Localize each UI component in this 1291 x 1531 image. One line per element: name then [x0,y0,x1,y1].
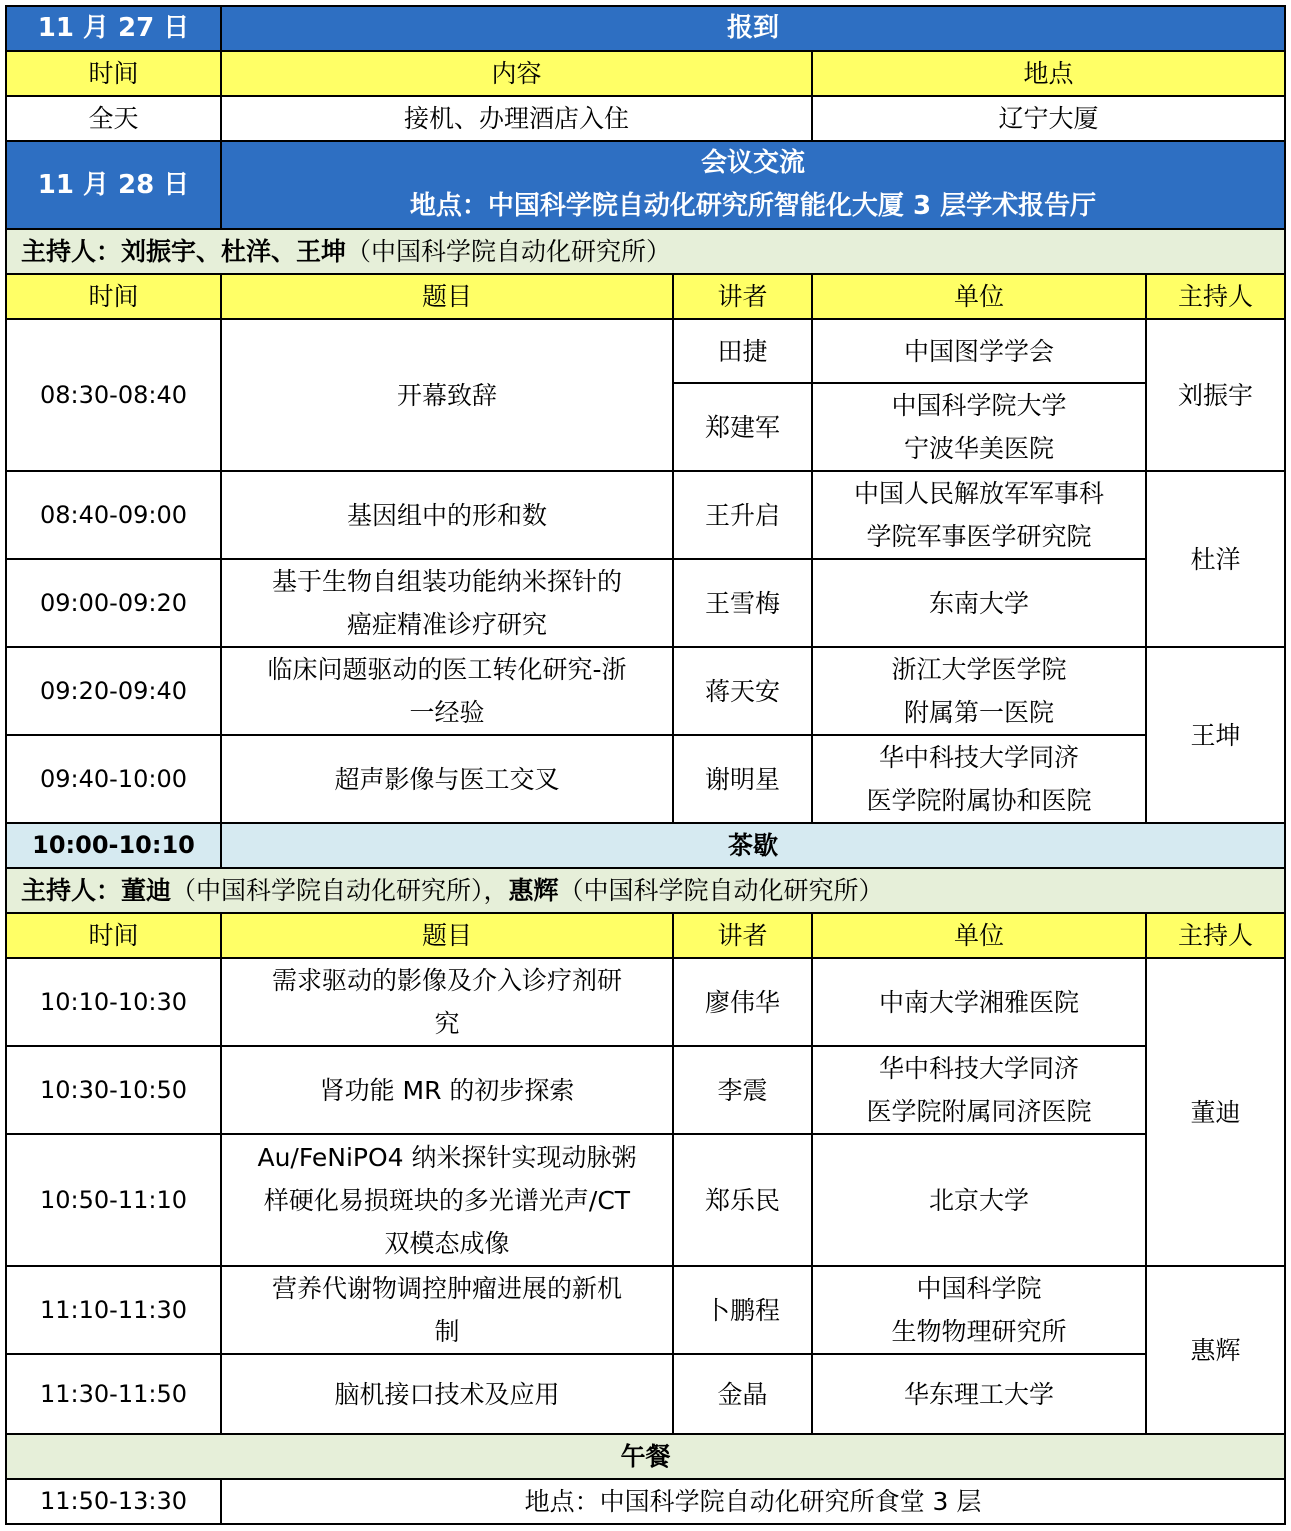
unit-line: 医学院附属同济医院 [866,1097,1092,1126]
time-cell: 08:40-09:00 [6,471,221,559]
unit-line: 华中科技大学同济 [878,1054,1079,1083]
topic-cell: 脑机接口技术及应用 [221,1354,673,1434]
day1-location: 辽宁大厦 [812,96,1285,141]
break-row [6,823,1285,868]
unit-cell [812,1266,1146,1354]
break-time: 10:00-10:10 [6,823,221,868]
header-location: 地点 [812,51,1285,96]
topic-line: 样硬化易损斑块的多光谱光声/CT [263,1185,631,1215]
topic-line: 双模态成像 [384,1228,510,1258]
day1-date: 11 月 27 日 [6,6,221,51]
session2-host-org2: （中国科学院自动化研究所） [558,876,884,905]
session1-column-headers [6,274,1285,319]
topic-cell [221,559,673,647]
topic-cell [221,1134,673,1266]
table-row [6,1354,1285,1434]
unit-line: 宁波华美医院 [903,434,1054,463]
schedule-table [5,5,1286,1525]
unit-line: 医学院附属协和医院 [866,786,1092,815]
table-row [6,958,1285,1046]
time-cell: 11:30-11:50 [6,1354,221,1434]
day1-row [6,96,1285,141]
day2-title-cell [221,141,1285,229]
topic-line: 一经验 [409,698,485,727]
time-cell: 10:50-11:10 [6,1134,221,1266]
topic-line: 究 [434,1009,460,1038]
table-row [6,1266,1285,1354]
topic-cell: 超声影像与医工交叉 [221,735,673,823]
unit-line: 附属第一医院 [903,698,1054,727]
unit-cell [812,1046,1146,1134]
host-cell: 董迪 [1146,958,1285,1266]
time-cell: 09:20-09:40 [6,647,221,735]
topic-line: 临床问题驱动的医工转化研究-浙 [267,655,627,684]
session1-host-org: （中国科学院自动化研究所） [346,237,672,266]
table-row [6,559,1285,647]
speaker-cell: 蒋天安 [673,647,812,735]
unit-cell: 华东理工大学 [812,1354,1146,1434]
session2-hosts [6,868,1285,913]
time-cell: 11:10-11:30 [6,1266,221,1354]
unit-line: 生物物理研究所 [891,1317,1067,1346]
header-content: 内容 [221,51,812,96]
day2-venue: 地点：中国科学院自动化研究所智能化大厦 3 层学术报告厅 [409,191,1097,221]
session2-host-label1: 主持人：董迪 [21,876,172,905]
time-cell: 08:30-08:40 [6,319,221,471]
topic-line: 制 [434,1317,460,1346]
speaker-cell: 郑建军 [673,383,812,471]
header-time: 时间 [6,274,221,319]
topic-line: 营养代谢物调控肿瘤进展的新机 [271,1274,622,1303]
unit-line: 中国人民解放军军事科 [853,479,1104,508]
lunch-title: 午餐 [6,1434,1285,1479]
host-cell: 刘振宇 [1146,319,1285,471]
session2-host-org1: （中国科学院自动化研究所）， [171,876,509,905]
speaker-cell: 谢明星 [673,735,812,823]
speaker-cell: 王升启 [673,471,812,559]
speaker-cell: 李震 [673,1046,812,1134]
topic-line: 基于生物自组装功能纳米探针的 [271,567,622,596]
unit-cell: 中南大学湘雅医院 [812,958,1146,1046]
day1-content: 接机、办理酒店入住 [221,96,812,141]
time-cell: 10:10-10:30 [6,958,221,1046]
day2-title: 会议交流 [701,148,806,178]
unit-cell: 东南大学 [812,559,1146,647]
session2-column-headers [6,913,1285,958]
speaker-cell: 廖伟华 [673,958,812,1046]
header-topic: 题目 [221,274,673,319]
unit-line: 中国科学院 [916,1274,1042,1303]
header-unit: 单位 [812,274,1146,319]
day2-header-row [6,141,1285,229]
speaker-cell: 田捷 [673,319,812,383]
unit-cell [812,383,1146,471]
table-row [6,471,1285,559]
topic-line: Au/FeNiPO4 纳米探针实现动脉粥 [257,1142,637,1172]
header-time: 时间 [6,51,221,96]
lunch-time: 11:50-13:30 [6,1479,221,1524]
header-topic: 题目 [221,913,673,958]
time-cell: 10:30-10:50 [6,1046,221,1134]
host-cell: 惠辉 [1146,1266,1285,1434]
break-label: 茶歇 [221,823,1285,868]
header-host: 主持人 [1146,274,1285,319]
day1-time: 全天 [6,96,221,141]
time-cell: 09:00-09:20 [6,559,221,647]
day2-date: 11 月 28 日 [6,141,221,229]
topic-cell [221,647,673,735]
day1-title: 报到 [221,6,1285,51]
unit-cell [812,735,1146,823]
unit-cell [812,647,1146,735]
topic-cell: 开幕致辞 [221,319,673,471]
topic-cell [221,958,673,1046]
header-unit: 单位 [812,913,1146,958]
unit-cell: 北京大学 [812,1134,1146,1266]
lunch-row [6,1479,1285,1524]
speaker-cell: 金晶 [673,1354,812,1434]
unit-line: 中国科学院大学 [891,391,1067,420]
unit-line: 浙江大学医学院 [891,655,1067,684]
topic-line: 癌症精准诊疗研究 [346,610,547,639]
host-cell: 王坤 [1146,647,1285,823]
session2-host-row [6,868,1285,913]
speaker-cell: 卜鹏程 [673,1266,812,1354]
time-cell: 09:40-10:00 [6,735,221,823]
header-speaker: 讲者 [673,274,812,319]
table-row [6,735,1285,823]
session2-host-label2: 惠辉 [508,876,559,905]
day1-header-row [6,6,1285,51]
lunch-title-row [6,1434,1285,1479]
topic-cell: 肾功能 MR 的初步探索 [221,1046,673,1134]
unit-cell: 中国图学学会 [812,319,1146,383]
table-row [6,1046,1285,1134]
session1-host-row [6,229,1285,274]
speaker-cell: 王雪梅 [673,559,812,647]
session1-hosts [6,229,1285,274]
table-row [6,647,1285,735]
host-cell: 杜洋 [1146,471,1285,647]
table-row [6,319,1285,383]
header-time: 时间 [6,913,221,958]
day1-column-headers [6,51,1285,96]
unit-cell [812,471,1146,559]
topic-cell: 基因组中的形和数 [221,471,673,559]
unit-line: 华中科技大学同济 [878,743,1079,772]
topic-line: 需求驱动的影像及介入诊疗剂研 [271,966,622,995]
header-speaker: 讲者 [673,913,812,958]
speaker-cell: 郑乐民 [673,1134,812,1266]
session1-host-label: 主持人：刘振宇、杜洋、王坤 [21,237,347,266]
lunch-location: 地点：中国科学院自动化研究所食堂 3 层 [221,1479,1285,1524]
table-row [6,1134,1285,1266]
topic-cell [221,1266,673,1354]
header-host: 主持人 [1146,913,1285,958]
unit-line: 学院军事医学研究院 [866,522,1092,551]
